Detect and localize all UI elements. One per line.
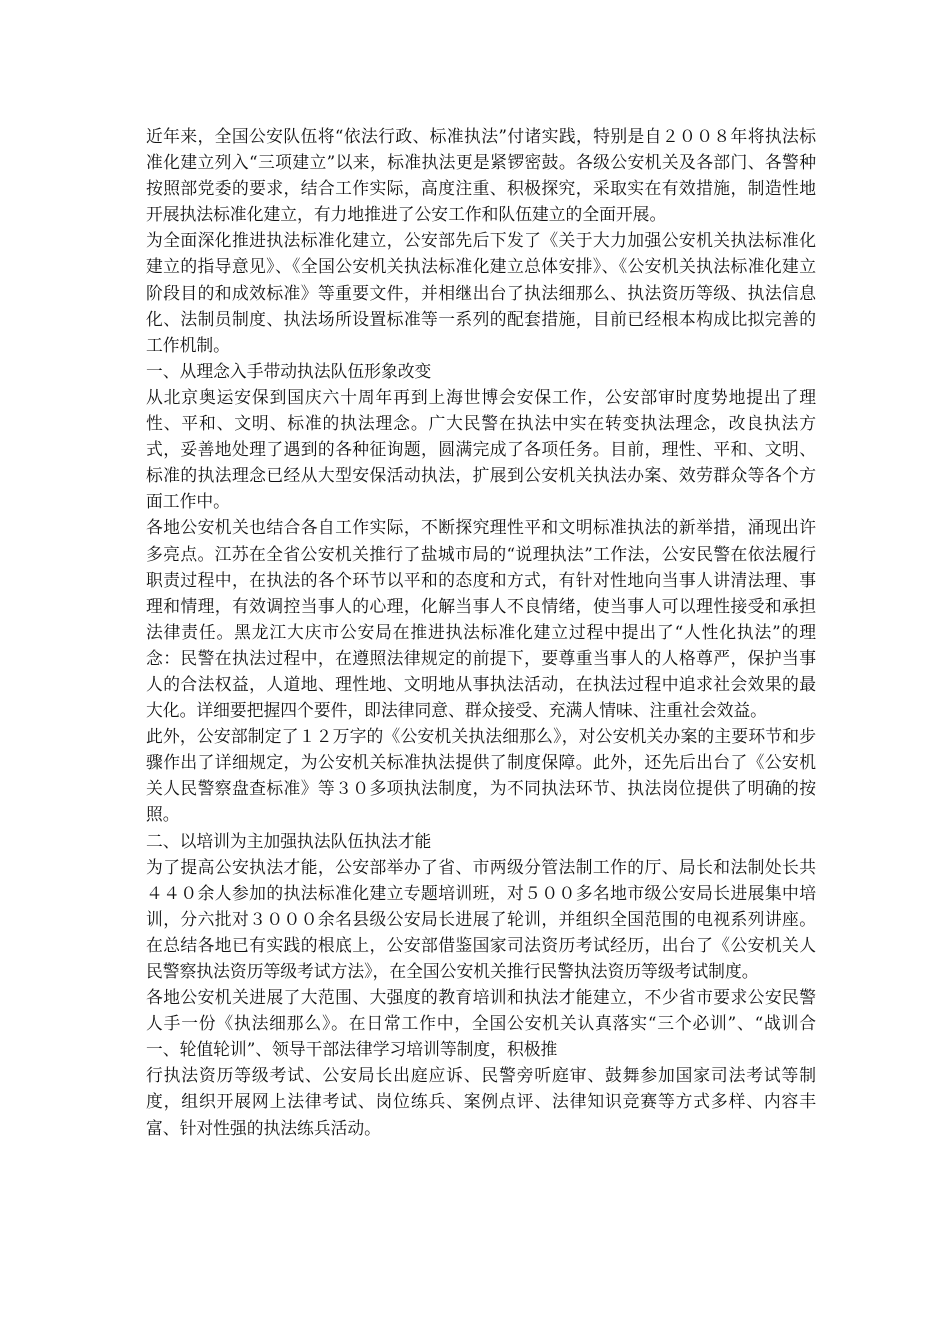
paragraph-policy-documents: 为全面深化推进执法标准化建立，公安部先后下发了《关于大力加强公安机关执法标准化建立的指导意见》、《全国公安机关执法标准化建立总体安排》、《公安机关执法标准化建立阶段目的和成效标准》等重要文件，并相继出台了执法细那么、执法资历等级、执法信息化、法制员制度、执法场所设置标准等一系列的配套措施，目前已经根本构成比拟完善的工作机制。 — [146, 230, 816, 355]
section-heading-1: 一、从理念入手带动执法队伍形象改变 — [146, 360, 432, 381]
paragraph-local-practices: 各地公安机关也结合各自工作实际，不断探究理性平和文明标准执法的新举措，涌现出许多亮点。江苏在全省公安机关推行了盐城市局的“说理执法”工作法，公安民警在依法履行职责过程中，在执法的各个环节以平和的态度和方式，有针对性地向当事人讲清法理、事理和情理，有效调控当事人的心理，化解当事人不良情绪，使当事人可以理性接受和承担法律责任。黑龙江大庆市公安局在推进执法标准化建立过程中提出了“人性化执法”的理念：民警在执法过程中，在遵照法律规定的前提下，要尊重当事人的人格尊严，保护当事人的合法权益，人道地、理性地、文明地从事执法活动，在执法过程中追求社会效果的最大化。详细要把握四个要件，即法律同意、群众接受、充满人情味、注重社会效益。 — [146, 517, 816, 721]
document-page — [146, 123, 816, 1141]
section-heading-2: 二、以培训为主加强执法队伍执法才能 — [146, 830, 432, 851]
paragraph-training: 为了提高公安执法才能，公安部举办了省、市两级分管法制工作的厅、局长和法制处长共４４０余人参加的执法标准化建立专题培训班，对５００多名地市级公安局长进展集中培训，分六批对３０００余名县级公安局长进展了轮训，并组织全国范围的电视系列讲座。在总结各地已有实践的根底上，公安部借鉴国家司法资历考试经历，出台了《公安机关人民警察执法资历等级考试方法》，在全国公安机关推行民警执法资历等级考试制度。 — [146, 856, 816, 981]
paragraph-training-continued: 行执法资历等级考试、公安局长出庭应诉、民警旁听庭审、鼓舞参加国家司法考试等制度，组织开展网上法律考试、岗位练兵、案例点评、法律知识竞赛等方式多样、内容丰富、针对性强的执法练兵活动。 — [146, 1065, 816, 1138]
paragraph-local-training: 各地公安机关进展了大范围、大强度的教育培训和执法才能建立，不少省市要求公安民警人手一份《执法细那么》。在日常工作中，全国公安机关认真落实“三个必训”、“战训合一、轮值轮训”、领导干部法律学习培训等制度，积极推 — [146, 987, 816, 1060]
paragraph-enforcement-concept: 从北京奥运安保到国庆六十周年再到上海世博会安保工作，公安部审时度势地提出了理性、平和、文明、标准的执法理念。广大民警在执法中实在转变执法理念，改良执法方式，妥善地处理了遇到的各种征询题，圆满完成了各项任务。目前，理性、平和、文明、标准的执法理念已经从大型安保活动执法，扩展到公安机关执法办案、效劳群众等各个方面工作中。 — [146, 386, 816, 512]
paragraph-intro: 近年来，全国公安队伍将“依法行政、标准执法”付诸实践，特别是自２００８年将执法标准化建立列入“三项建立”以来，标准执法更是紧锣密鼓。各级公安机关及各部门、各警种按照部党委的要求，结合工作实际，高度注重、积极探究，采取实在有效措施，制造性地开展执法标准化建立，有力地推进了公安工作和队伍建立的全面开展。 — [146, 126, 816, 225]
paragraph-regulations: 此外，公安部制定了１２万字的《公安机关执法细那么》，对公安机关办案的主要环节和步骤作出了详细规定，为公安机关标准执法提供了制度保障。此外，还先后出台了《公安机关人民警察盘查标准》等３０多项执法制度，为不同执法环节、执法岗位提供了明确的按照。 — [146, 726, 816, 825]
